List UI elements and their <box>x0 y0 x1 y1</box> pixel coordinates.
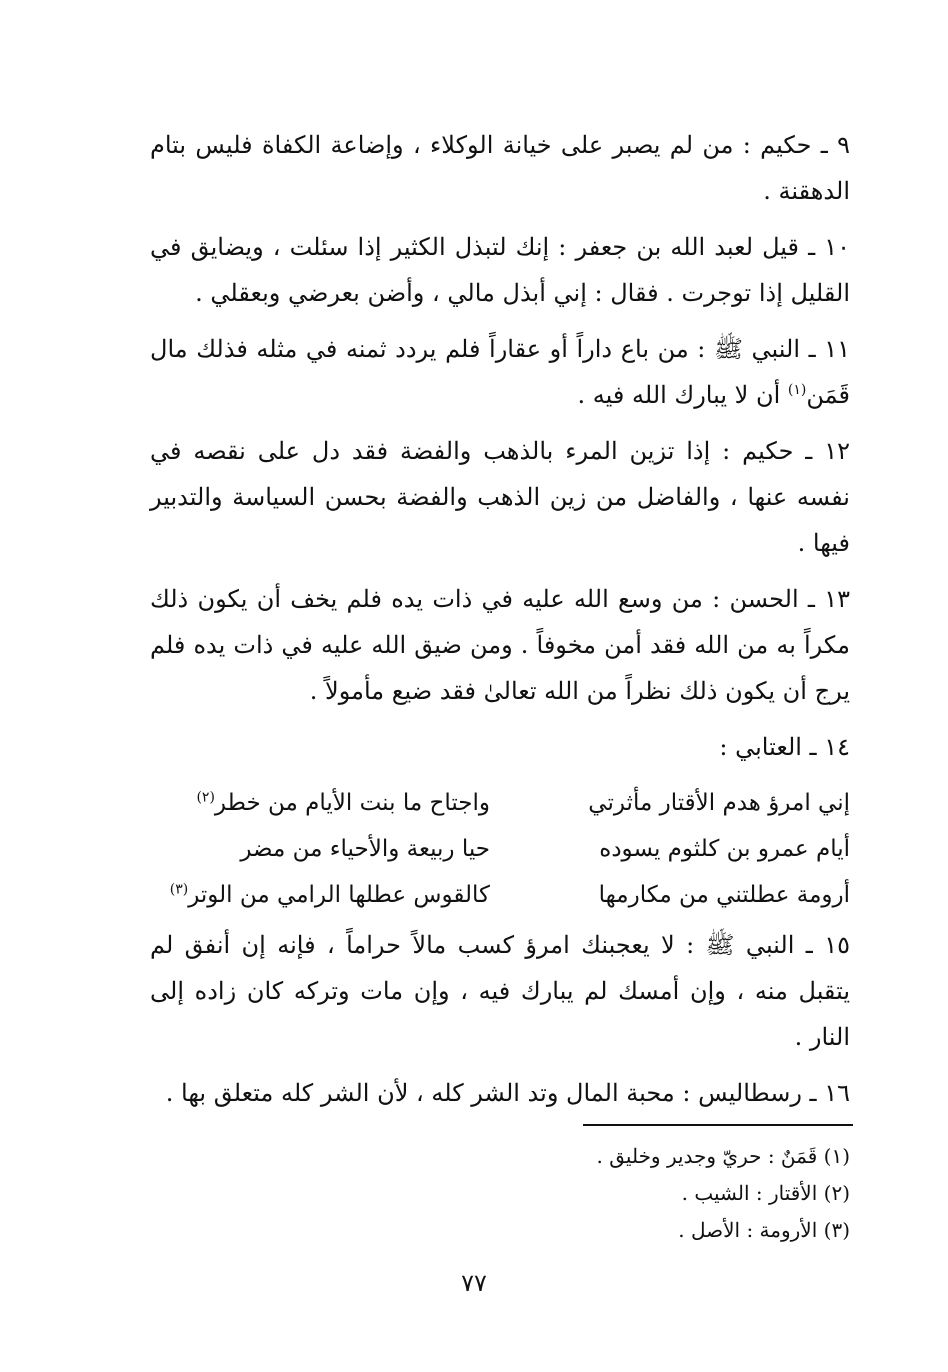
poem-line-2-second-hemistich <box>160 826 490 872</box>
footnote-1: (١) قَمَنٌ : حريّ وجدير وخليق . <box>596 1144 850 1168</box>
footnote-ref-1: (١) <box>787 382 807 398</box>
paragraph-9: ٩ ـ حكيم : من لم يصبر على خيانة الوكلاء ، وإضاعة الكفاة فليس بتام الدهقنة . <box>150 131 850 205</box>
paragraph-10: ١٠ ـ قيل لعبد الله بن جعفر : إنك لتبذل الكثير إذا سئلت ، ويضايق في القليل إذا توجرت . فقال : إني أبذل مالي ، وأضن بعرضي وبعقلي . <box>150 233 850 307</box>
footnote-ref-2: (٢) <box>196 789 215 806</box>
poem-line-3-first-hemistich: أرومة عطلتني من مكارمها <box>598 882 850 908</box>
footnote-2: (٢) الأقتار : الشيب . <box>681 1181 850 1205</box>
paragraph-12: ١٢ ـ حكيم : إذا تزين المرء بالذهب والفضة فقد دل على نقصه في نفسه عنها ، والفاضل من زين الذهب والفضة بحسن السياسة والتدبير فيها . <box>150 437 850 557</box>
footnote-3: (٣) الأرومة : الأصل . <box>678 1218 850 1242</box>
poem-line-3-second-text: كالقوس عطلها الرامي من الوتر <box>188 882 490 908</box>
footnote-ref-3: (٣) <box>169 881 189 898</box>
poem-line-1-first-hemistich: إني امرؤ هدم الأقتار مأثرتي <box>588 790 850 816</box>
poem-line-3-second-hemistich <box>160 872 490 918</box>
poem-line-3 <box>150 872 850 918</box>
poem-line-2 <box>150 826 850 872</box>
poem-line-1-second-text: واجتاح ما بنت الأيام من خطر <box>214 790 490 816</box>
poem-line-1 <box>150 780 850 826</box>
footnotes <box>450 1138 850 1249</box>
page-number: ٧٧ <box>461 1269 487 1297</box>
paragraph-16: ١٦ ـ رسطاليس : محبة المال وتد الشر كله ، لأن الشر كله متعلق بها . <box>165 1079 850 1107</box>
footnote-separator <box>583 1124 853 1126</box>
paragraph-11-text-after: أن لا يبارك الله فيه . <box>577 381 788 409</box>
paragraph-11 <box>150 326 850 418</box>
poem-line-1-second-hemistich <box>160 780 490 826</box>
main-text <box>150 122 850 1126</box>
paragraph-13: ١٣ ـ الحسن : من وسع الله عليه في ذات يده فلم يخف أن يكون ذلك مكراً به من الله فقد أمن مخوفاً . ومن ضيق الله عليه في ذات يده فلم يرج أن يكون ذلك نظراً من الله تعالىٰ فقد ضيع مأمولاً . <box>150 585 850 705</box>
paragraph-15: ١٥ ـ النبي ﷺ : لا يعجبنك امرؤ كسب مالاً حراماً ، فإنه إن أنفق لم يتقبل منه ، وإن أمسك لم يبارك فيه ، وإن مات وتركه كان زاده إلى النار . <box>150 931 850 1051</box>
poem <box>150 780 850 918</box>
paragraph-11-text-before: ١١ ـ النبي ﷺ : من باع داراً أو عقاراً فلم يردد ثمنه في مثله فذلك مال قَمَن <box>150 335 850 409</box>
poem-line-2-first-hemistich: أيام عمرو بن كلثوم يسوده <box>599 836 850 862</box>
poem-line-2-second-text: حيا ربيعة والأحياء من مضر <box>240 836 490 862</box>
paragraph-14-heading: ١٤ ـ العتابي : <box>719 733 850 761</box>
